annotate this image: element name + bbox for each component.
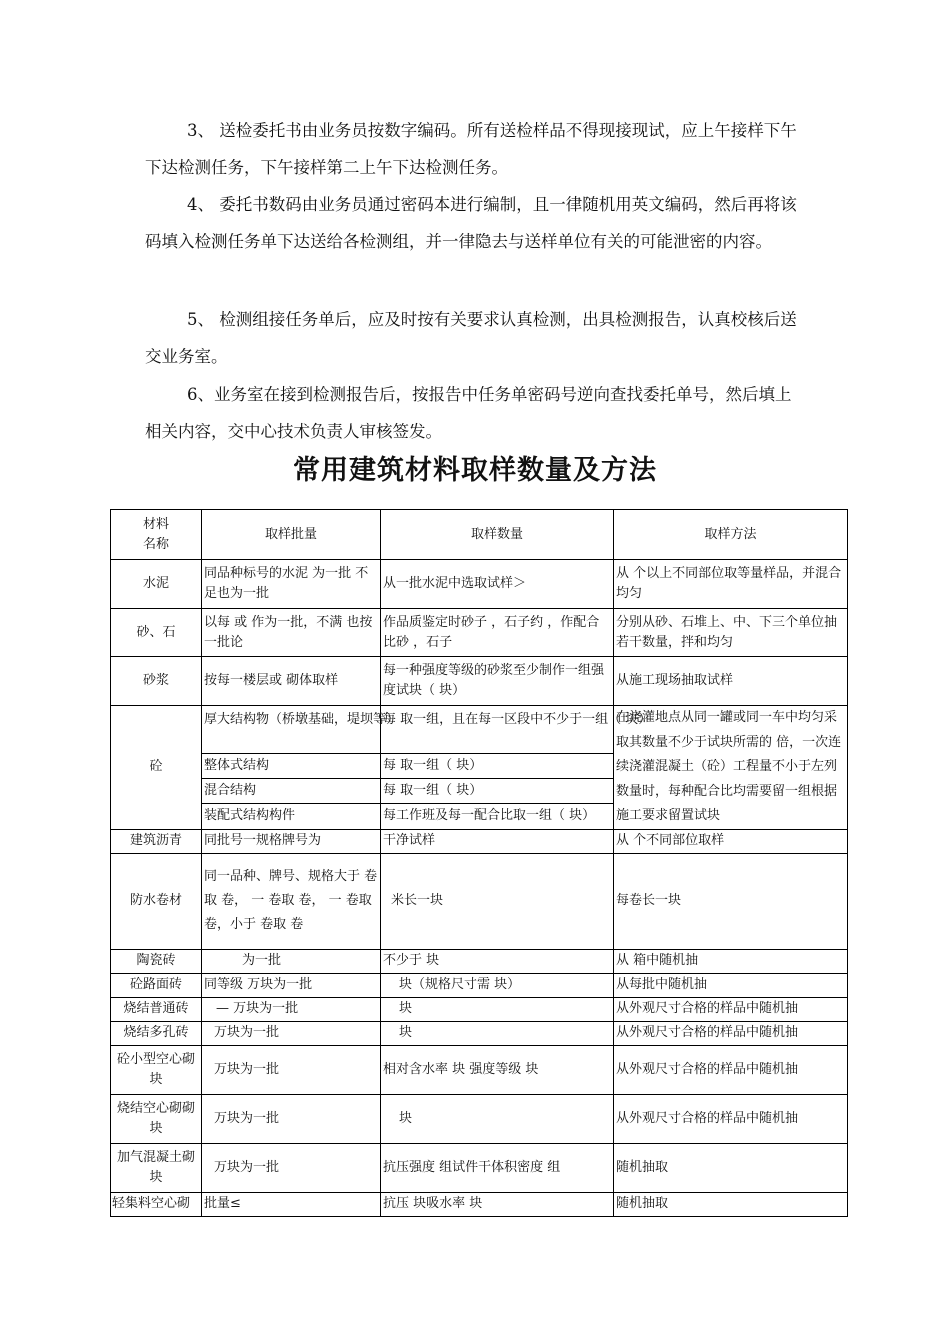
table-row	[111, 1192, 848, 1216]
material-name: 烧结普通砖	[111, 997, 202, 1021]
batch-cell: 同品种标号的水泥 为一批 不足也为一批	[202, 560, 381, 609]
batch-cell: 万块为一批	[202, 1021, 381, 1045]
material-name: 砂浆	[111, 657, 202, 706]
batch-cell: 按每一楼层或 砌体取样	[202, 657, 381, 706]
quantity-cell: 从一批水泥中选取试样＞	[381, 560, 614, 609]
header-batch: 取样批量	[202, 510, 381, 560]
batch-cell: 同批号一规格牌号为	[202, 829, 381, 853]
quantity-cell: 块	[381, 1021, 614, 1045]
method-cell: 从外观尺寸合格的样品中随机抽	[614, 1021, 848, 1045]
table-row	[111, 949, 848, 973]
paragraph-text: 6、业务室在接到检测报告后，按报告中任务单密码号逆向查找委托单号，然后填上相关内容，交中心技术负责人审核签发。	[145, 385, 792, 441]
header-method: 取样方法	[614, 510, 848, 560]
quantity-cell	[381, 706, 652, 830]
quantity-cell: 相对含水率 块 强度等级 块	[381, 1045, 614, 1094]
table-row	[111, 853, 848, 949]
material-name: 加气混凝土砌块	[111, 1143, 202, 1192]
table-header-row	[111, 510, 848, 560]
material-name: 砼小型空心砌块	[111, 1045, 202, 1094]
quantity-cell: 块	[381, 997, 614, 1021]
table-row	[111, 997, 848, 1021]
batch-cell: 万块为一批	[202, 1045, 381, 1094]
material-name: 砼路面砖	[111, 973, 202, 997]
paragraph-text: 5、 检测组接任务单后，应及时按有关要求认真检测，出具检测报告，认真校核后送交业务室。	[145, 310, 797, 366]
batch-cell	[202, 706, 400, 830]
method-cell: 每卷长一块	[614, 853, 848, 949]
table-row	[111, 1021, 848, 1045]
quantity-cell: 抗压强度 组试件干体积密度 组	[381, 1143, 614, 1192]
table-row	[111, 1094, 848, 1143]
quantity-cell: 抗压 块吸水率 块	[381, 1192, 614, 1216]
table-row	[111, 973, 848, 997]
paragraph-4	[145, 187, 805, 260]
concrete-quantity-item: 每 取一组（ 块）	[381, 754, 613, 779]
table-row	[111, 1143, 848, 1192]
quantity-cell: 不少于 块	[381, 949, 614, 973]
page-title: 常用建筑材料取样数量及方法	[293, 455, 657, 486]
quantity-cell: 每一种强度等级的砂浆至少制作一组强度试块（ 块）	[381, 657, 614, 706]
method-cell: 从外观尺寸合格的样品中随机抽	[614, 997, 848, 1021]
table-row	[111, 657, 848, 706]
batch-cell: 为一批	[202, 949, 381, 973]
batch-cell: 万块为一批	[202, 1094, 381, 1143]
method-cell: 随机抽取	[614, 1192, 848, 1216]
method-cell: 从外观尺寸合格的样品中随机抽	[614, 1094, 848, 1143]
concrete-batch-item: 装配式结构构件	[204, 808, 296, 824]
table-row	[111, 829, 848, 853]
quantity-cell: 作品质鉴定时砂子 ，石子约 ，作配合比砂 ，石子	[381, 609, 614, 657]
sampling-table	[110, 509, 848, 1217]
paragraph-6	[145, 377, 805, 450]
batch-cell: 批量≤	[202, 1192, 381, 1216]
table-row-concrete	[111, 706, 848, 830]
table-row	[111, 1045, 848, 1094]
table-row	[111, 560, 848, 609]
table-row	[111, 609, 848, 657]
batch-cell: 以每 或 作为一批，不满 也按一批论	[202, 609, 381, 657]
method-cell: 分别从砂、石堆上、中、下三个单位抽若干数量，拌和均匀	[614, 609, 848, 657]
concrete-batch-item: 整体式结构	[202, 754, 380, 779]
method-cell: 随机抽取	[614, 1143, 848, 1192]
paragraph-5	[145, 302, 805, 375]
batch-cell: 万块为一批	[202, 1143, 381, 1192]
material-name: 砼	[111, 706, 202, 830]
method-cell: 从外观尺寸合格的样品中随机抽	[614, 1045, 848, 1094]
header-quantity: 取样数量	[381, 510, 614, 560]
concrete-quantity-item: 每 取一组，且在每一区段中不少于一组（ 块）	[381, 706, 613, 754]
paragraph-text: 4、 委托书数码由业务员通过密码本进行编制，且一律随机用英文编码，然后再将该码填入检测任务单下达送给各检测组，并一律隐去与送样单位有关的可能泄密的内容。	[145, 195, 797, 251]
method-cell: 从施工现场抽取试样	[614, 657, 848, 706]
quantity-cell: 干净试样	[381, 829, 614, 853]
concrete-quantity-item: 每 取一组（ 块）	[381, 779, 613, 804]
quantity-cell: 米长一块	[381, 853, 614, 949]
quantity-cell: 块（规格尺寸需 块）	[381, 973, 614, 997]
method-cell: 从每批中随机抽	[614, 973, 848, 997]
concrete-batch-item: 混合结构	[202, 779, 380, 804]
batch-cell: 同等级 万块为一批	[202, 973, 381, 997]
material-name: 陶瓷砖	[111, 949, 202, 973]
batch-cell: — 万块为一批	[202, 997, 381, 1021]
material-name: 砂、石	[111, 609, 202, 657]
material-name: 轻集料空心砌	[111, 1192, 202, 1216]
method-cell: 从 个以上不同部位取等量样品，并混合均匀	[614, 560, 848, 609]
method-cell: 从 箱中随机抽	[614, 949, 848, 973]
batch-cell: 同一品种、牌号、规格大于 卷取 卷， 一 卷取 卷， 一 卷取 卷，小于 卷取 卷	[202, 853, 381, 949]
concrete-quantity-item: 每工作班及每一配合比取一组（ 块）	[383, 808, 596, 824]
material-name: 建筑沥青	[111, 829, 202, 853]
concrete-batch-item: 厚大结构物（桥墩基础，堤坝等）	[202, 706, 380, 754]
material-name: 防水卷材	[111, 853, 202, 949]
quantity-cell: 块	[381, 1094, 614, 1143]
material-name: 烧结多孔砖	[111, 1021, 202, 1045]
method-cell: 在浇灌地点从同一罐或同一车中均匀采取其数量不少于试块所需的 倍，一次连续浇灌混凝土（砼）工程量不小于左列数量时，每种配合比均需要留一组根据施工要求留置试块	[614, 706, 848, 830]
material-name: 烧结空心砌砌块	[111, 1094, 202, 1143]
paragraph-3	[145, 113, 805, 186]
material-name: 水泥	[111, 560, 202, 609]
paragraph-text: 3、 送检委托书由业务员按数字编码。所有送检样品不得现接现试，应上午接样下午下达检测任务，下午接样第二上午下达检测任务。	[145, 121, 797, 177]
header-material-name: 材料名称	[111, 510, 202, 560]
method-cell: 从 个不同部位取样	[614, 829, 848, 853]
